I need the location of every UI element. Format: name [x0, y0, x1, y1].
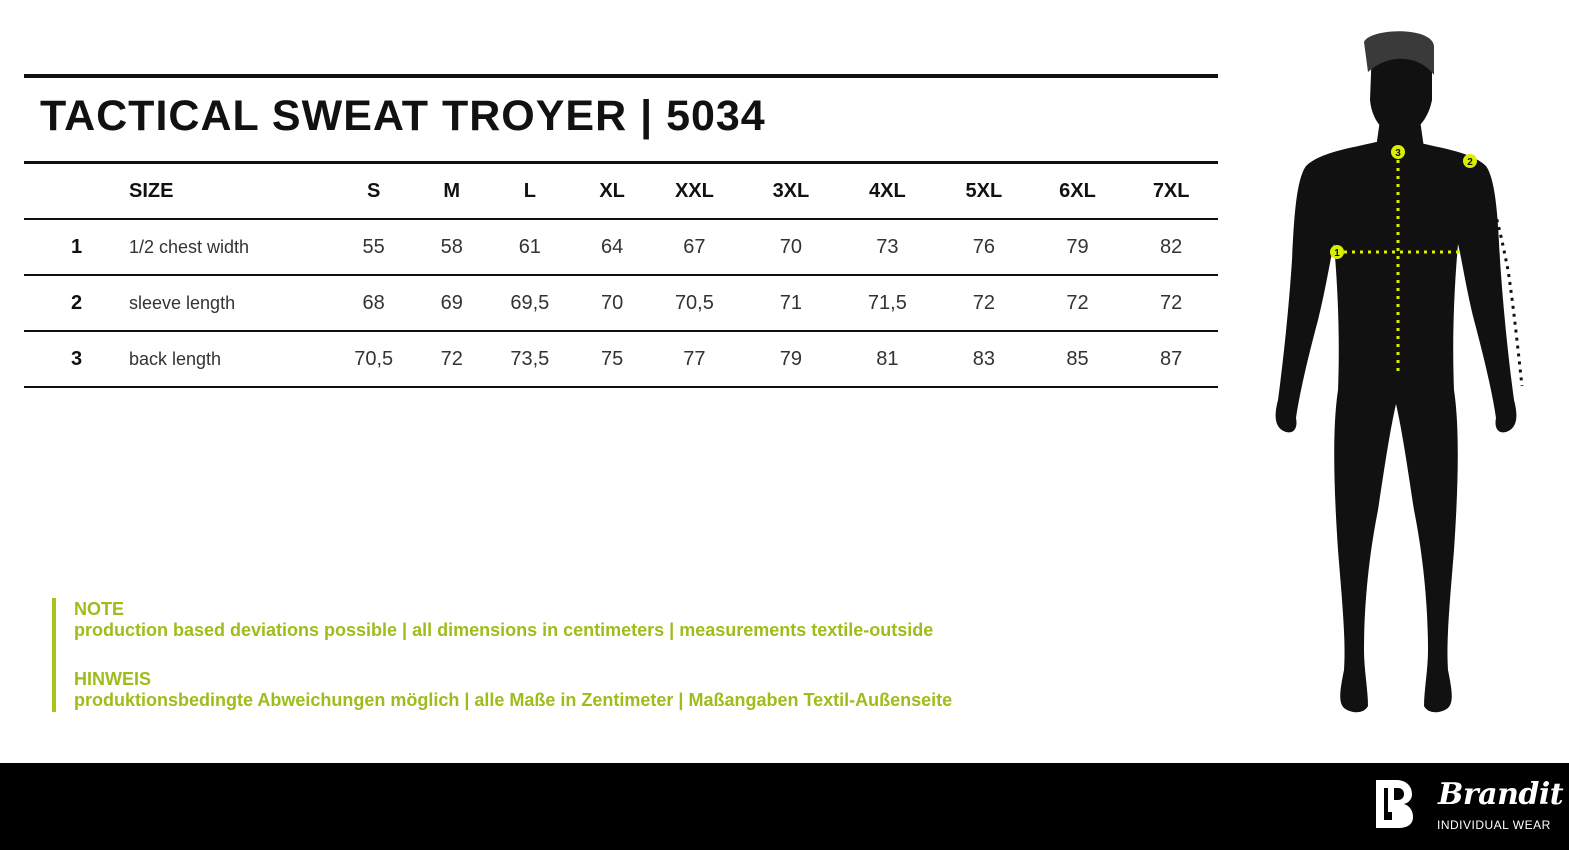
top-rule — [24, 74, 1218, 78]
table-cell: 82 — [1124, 219, 1218, 275]
table-row — [24, 331, 1218, 387]
table-cell: 72 — [423, 331, 480, 387]
table-cell: 55 — [324, 219, 423, 275]
table-cell: 72 — [1124, 275, 1218, 331]
table-cell: 70,5 — [324, 331, 423, 387]
header-size-col: XL — [580, 163, 645, 220]
table-cell: 79 — [1031, 219, 1125, 275]
note-heading-en: NOTE — [74, 599, 125, 619]
footer-bar — [0, 763, 1569, 850]
table-cell: 73,5 — [480, 331, 579, 387]
table-cell: 70 — [744, 219, 838, 275]
brandit-b-logo-icon — [1374, 778, 1414, 830]
table-cell: 70,5 — [645, 275, 744, 331]
header-empty-cell — [24, 163, 129, 220]
table-row — [24, 219, 1218, 275]
header-size-col: 5XL — [937, 163, 1031, 220]
table-cell: 79 — [744, 331, 838, 387]
table-cell: 76 — [937, 219, 1031, 275]
table-cell: 68 — [324, 275, 423, 331]
table-cell: 77 — [645, 331, 744, 387]
note-text-en: production based deviations possible | all dimensions in centimeters | measurements textile-outside — [74, 620, 934, 640]
brand-tagline: INDIVIDUAL WEAR — [1437, 818, 1551, 832]
row-label: 1/2 chest width — [129, 219, 324, 275]
header-size-col: L — [480, 163, 579, 220]
table-cell: 75 — [580, 331, 645, 387]
row-number: 3 — [24, 331, 129, 387]
body-silhouette-icon — [1260, 30, 1540, 730]
header-size: SIZE — [129, 163, 324, 220]
table-row — [24, 275, 1218, 331]
table-cell: 87 — [1124, 331, 1218, 387]
table-header-row — [24, 163, 1218, 220]
table-cell: 58 — [423, 219, 480, 275]
header-size-col: S — [324, 163, 423, 220]
note-text-de: produktionsbedingte Abweichungen möglich | alle Maße in Zentimeter | Maßangaben Textil-Außenseite — [74, 690, 953, 710]
row-number: 1 — [24, 219, 129, 275]
table-cell: 73 — [838, 219, 937, 275]
row-label: sleeve length — [129, 275, 324, 331]
table-cell: 72 — [1031, 275, 1125, 331]
size-table — [24, 161, 1218, 388]
header-size-col: 4XL — [838, 163, 937, 220]
table-cell: 83 — [937, 331, 1031, 387]
header-size-col: 6XL — [1031, 163, 1125, 220]
table-cell: 71,5 — [838, 275, 937, 331]
marker-2: 2 — [1467, 157, 1473, 168]
page-title: TACTICAL SWEAT TROYER | 5034 — [40, 92, 766, 140]
row-label: back length — [129, 331, 324, 387]
table-cell: 61 — [480, 219, 579, 275]
table-cell: 69 — [423, 275, 480, 331]
header-size-col: M — [423, 163, 480, 220]
table-cell: 64 — [580, 219, 645, 275]
header-size-col: 7XL — [1124, 163, 1218, 220]
header-size-col: XXL — [645, 163, 744, 220]
table-cell: 70 — [580, 275, 645, 331]
note-heading-de: HINWEIS — [74, 669, 152, 689]
row-number: 2 — [24, 275, 129, 331]
table-cell: 72 — [937, 275, 1031, 331]
table-cell: 69,5 — [480, 275, 579, 331]
table-cell: 85 — [1031, 331, 1125, 387]
marker-1: 1 — [1334, 248, 1340, 259]
brand-name: Brandit — [1438, 777, 1564, 812]
table-cell: 67 — [645, 219, 744, 275]
marker-3: 3 — [1395, 148, 1401, 159]
table-cell: 71 — [744, 275, 838, 331]
note-accent-bar — [52, 598, 56, 712]
table-cell: 81 — [838, 331, 937, 387]
header-size-col: 3XL — [744, 163, 838, 220]
